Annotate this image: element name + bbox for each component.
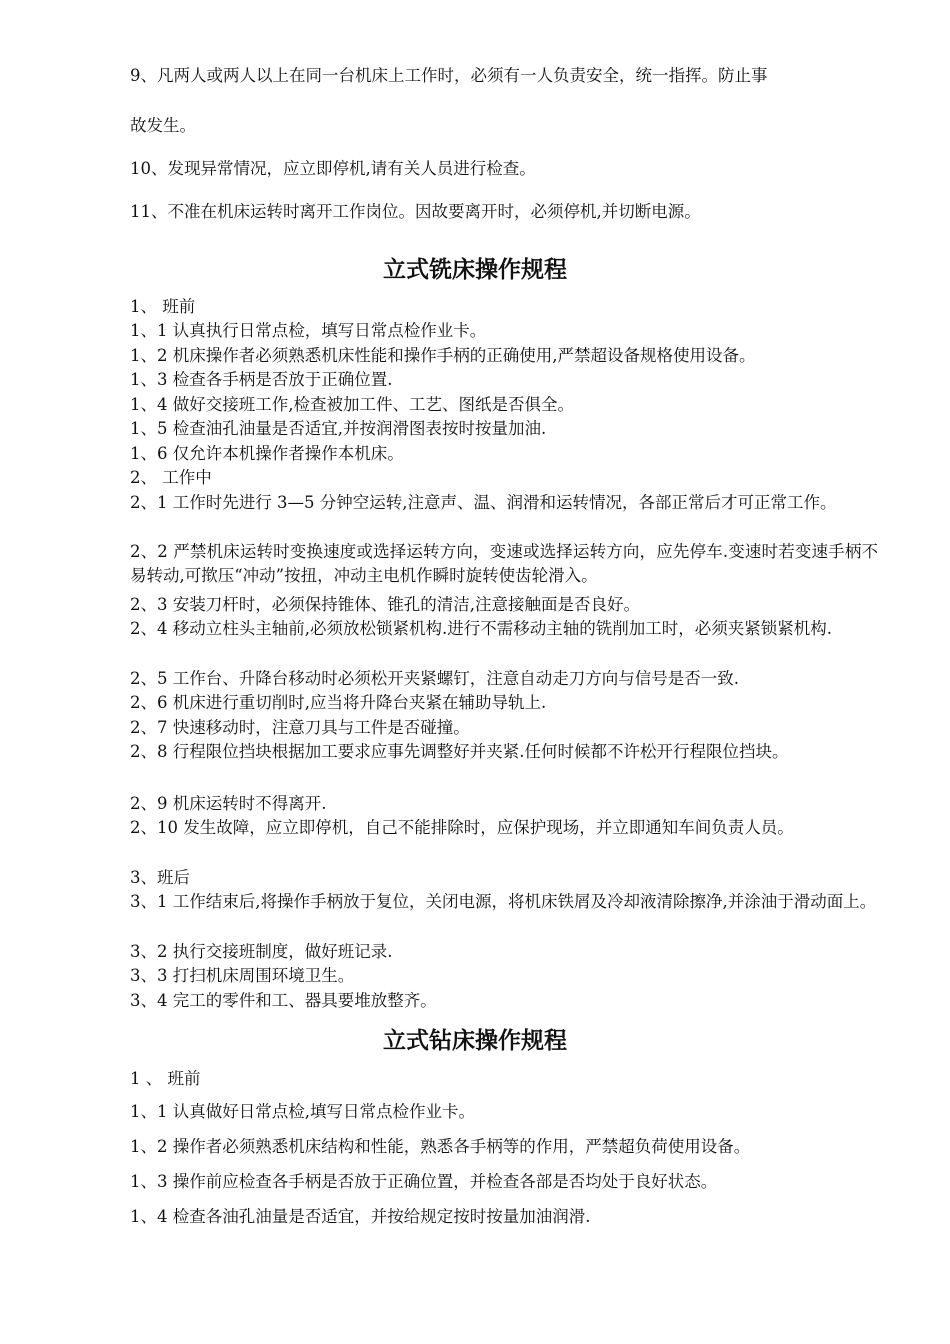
- drilling-line: 1、3 操作前应检查各手柄是否放于正确位置，并检查各部是否均处于良好状态。: [130, 1172, 718, 1191]
- milling-line: 1、4 做好交接班工作,检查被加工件、工艺、图纸是否俱全。: [130, 395, 574, 414]
- milling-section-title: 立式铣床操作规程: [383, 257, 567, 283]
- drilling-line: 1、4 检查各油孔油量是否适宜，并按给规定按时按量加油润滑.: [130, 1207, 591, 1226]
- rule-item-11: 11、不准在机床运转时离开工作岗位。因故要离开时，必须停机,并切断电源。: [130, 202, 701, 221]
- drilling-line: 1 、 班前: [130, 1069, 201, 1088]
- milling-line: 2、8 行程限位挡块根据加工要求应事先调整好并夹紧.任何时候都不许松开行程限位挡块。: [130, 742, 789, 761]
- milling-line: 2、10 发生故障，应立即停机，自己不能排除时，应保护现场，并立即通知车间负责人员。: [130, 818, 794, 837]
- milling-line: 2、1 工作时先进行 3—5 分钟空运转,注意声、温、润滑和运转情况，各部正常后才可正常工作。: [130, 493, 837, 512]
- milling-line: 2、5 工作台、升降台移动时必须松开夹紧螺钉，注意自动走刀方向与信号是否一致.: [130, 669, 739, 688]
- milling-line: 1、1 认真执行日常点检，填写日常点检作业卡。: [130, 321, 487, 340]
- milling-line: 3、4 完工的零件和工、器具要堆放整齐。: [130, 991, 437, 1010]
- milling-line: 1、3 检查各手柄是否放于正确位置.: [130, 370, 393, 389]
- milling-line: 3、2 执行交接班制度，做好班记录.: [130, 942, 393, 961]
- milling-line: 1、2 机床操作者必须熟悉机床性能和操作手柄的正确使用,严禁超设备规格使用设备。: [130, 346, 756, 365]
- milling-line: 2、2 严禁机床运转时变换速度或选择运转方向，变速或选择运转方向，应先停车.变速时若变速手柄不易转动,可揿压“冲动”按扭，冲动主电机作瞬时旋转使齿轮滑入。: [130, 542, 878, 585]
- milling-line: 1、6 仅允许本机操作者操作本机床。: [130, 444, 404, 463]
- drilling-section-title: 立式钻床操作规程: [383, 1028, 567, 1054]
- milling-line: 2、4 移动立柱头主轴前,必须放松锁紧机构.进行不需移动主轴的铣削加工时，必须夹紧锁紧机构.: [130, 619, 832, 638]
- rule-item-9-cont: 故发生。: [130, 116, 196, 135]
- milling-line: 3、班后: [130, 868, 190, 887]
- rule-item-10: 10、发现异常情况，应立即停机,请有关人员进行检查。: [130, 159, 536, 178]
- milling-line: 2、9 机床运转时不得离开.: [130, 794, 327, 813]
- milling-line: 2、7 快速移动时，注意刀具与工件是否碰撞。: [130, 718, 470, 737]
- milling-line: 2、 工作中: [130, 468, 212, 487]
- milling-line: 3、1 工作结束后,将操作手柄放于复位，关闭电源，将机床铁屑及冷却液清除擦净,并涂油于滑动面上。: [130, 892, 877, 911]
- drilling-line: 1、2 操作者必须熟悉机床结构和性能，熟悉各手柄等的作用，严禁超负荷使用设备。: [130, 1137, 751, 1156]
- milling-line: 2、3 安装刀杆时，必须保持锥体、锥孔的清洁,注意接触面是否良好。: [130, 595, 640, 614]
- milling-line: 3、3 打扫机床周围环境卫生。: [130, 966, 355, 985]
- milling-line: 1、5 检查油孔油量是否适宜,并按润滑图表按时按量加油.: [130, 419, 547, 438]
- milling-line: 2、6 机床进行重切削时,应当将升降台夹紧在辅助导轨上.: [130, 693, 547, 712]
- milling-line: 1、 班前: [130, 297, 196, 316]
- rule-item-9: 9、凡两人或两人以上在同一台机床上工作时，必须有一人负责安全，统一指挥。防止事: [130, 66, 768, 85]
- drilling-line: 1、1 认真做好日常点检,填写日常点检作业卡。: [130, 1102, 475, 1121]
